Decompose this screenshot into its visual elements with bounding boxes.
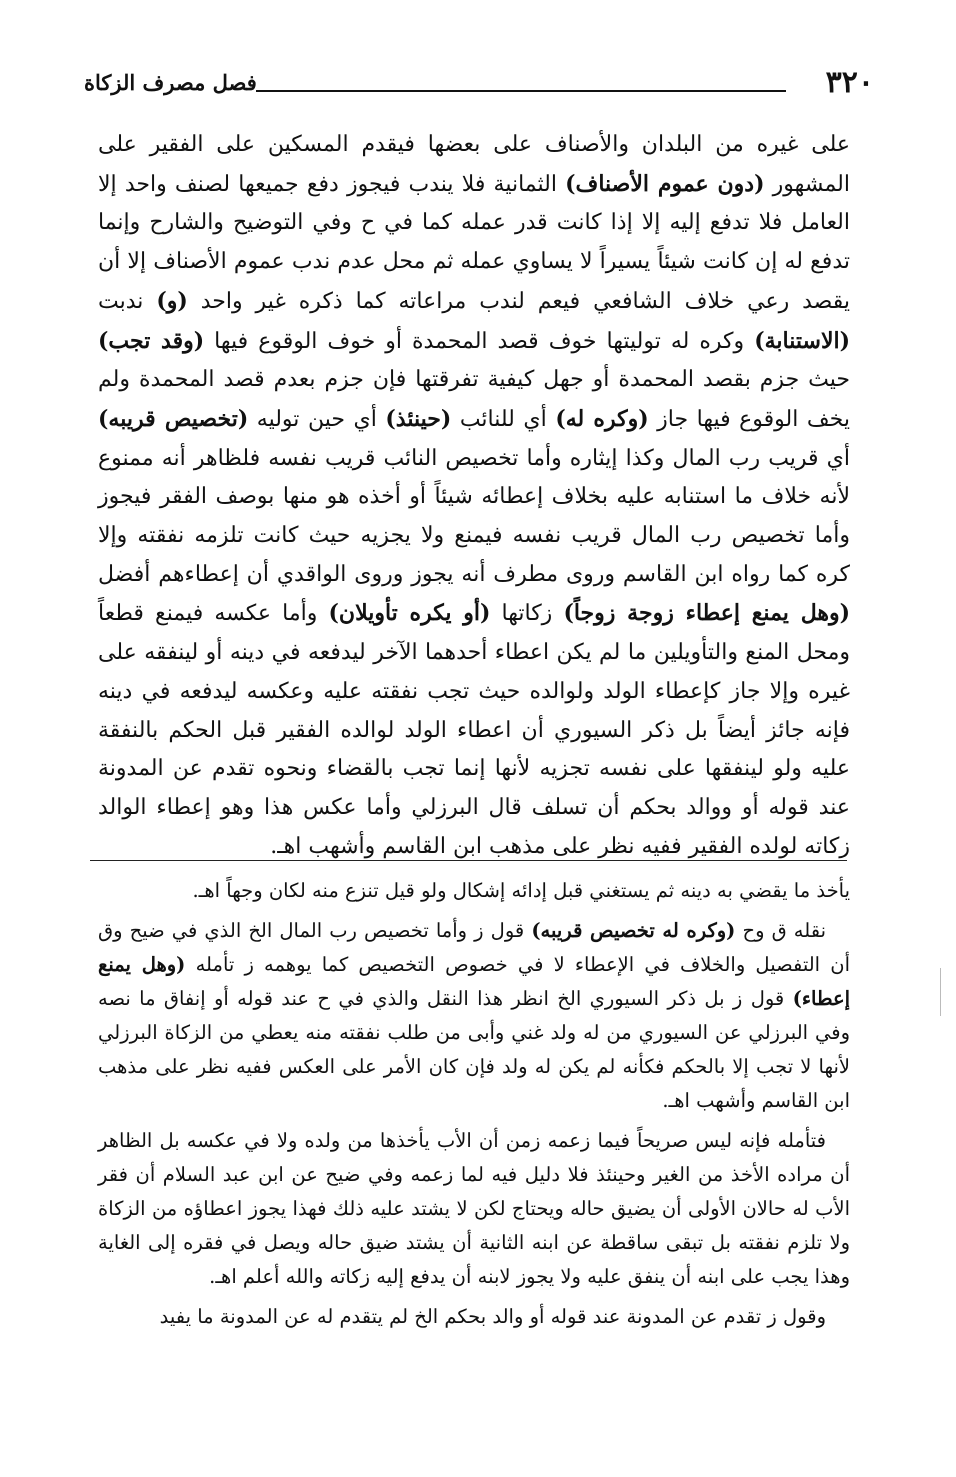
bold-term: (و)	[156, 287, 188, 314]
main-text-span: على غيره من البلدان والأصناف على بعضها فيقدم المسكين على الفقير على المشهور	[98, 132, 850, 197]
main-text-span: حيث جزم بقصد المحمدة أو جهل كيفية تفرقتها فإن جزم بعدم قصد المحمدة ولم يخف الوقوع فيها جاز	[98, 367, 851, 432]
main-text-span: أي حين توليه	[248, 406, 386, 432]
footnote-paragraph: فتأمله فإنه ليس صريحاً فيما زعمه زمن أن الأب يأخذها من ولده ولا في عكسه بل الظاهر أن مراده الأخذ من الغير وحينئذ فلا دليل فيه لما زعمه وفي ضيح عن ابن عبد السلام أن فقر الأب له حالان الأولى أن يضيق حاله ويحتاج لكن لا يشتد عليه ذلك فهذا يجوز اعطاؤه من الزكاة ولا تلزم نفقته بل تبقى ساقطة عن ابنه الثانية أن يشتد ضيق حاله ويصل في فقره إلى الغاية وهذا يجب على ابنه أن ينفق عليه ولا يجوز لابنه أن يدفع إليه زكاته والله أعلم اهـ.	[98, 1129, 850, 1288]
footnote-paragraph: وقول ز تقدم عن المدونة عند قوله أو والد بحكم الخ لم يتقدم له عن المدونة ما يفيد	[159, 1305, 826, 1328]
footnote-paragraph	[98, 914, 850, 1118]
main-text-span: أي للنائب	[451, 406, 556, 432]
main-text	[98, 126, 850, 866]
bold-term: (حينئذ)	[385, 405, 452, 432]
bold-term: (وكره له)	[555, 405, 649, 432]
main-text-span: الثمانية فلا يندب فيجوز دفع جميعها لصنف واحد إلا العامل فلا تدفع إليه إلا إذا كانت قدر عمله كما في ح وفي التوضيح والشارح وإنما تدفع له إن كانت شيئاً يسيراً لا يساوي عمله ثم محل عدم ندب عموم الأصناف إلا أن يقصد رعي خلاف الشافعي فيعم لندب مراعاته كما ذكره غير واحد	[98, 171, 851, 314]
bold-term: (أو يكره تأويلان)	[328, 600, 491, 627]
footnote-text-span: نقله ق وح	[735, 919, 827, 942]
footnote-text-span: قول ز وأما تخصيص رب المال الخ الذي في ضيح وق أن التفصيل والخلاف في الإعطاء لا في خصوص التخصيص كما يوهمه ز تأمله	[98, 919, 851, 976]
main-text-span: وكره له توليتها خوف قصد المحمدة أو خوف الوقوع فيها	[204, 328, 755, 354]
footnote-bold-term: (وهل يمنع إعطاء)	[98, 953, 850, 1010]
chapter-title: فصل مصرف الزكاة	[84, 70, 257, 95]
bold-term: (الاستنابة)	[754, 327, 851, 354]
bold-term: (دون عموم الأصناف)	[565, 170, 765, 197]
running-header	[84, 66, 874, 100]
main-text-span: وأما عكسه فيمنع قطعاً ومحل المنع والتأويلين ما لم يكن اعطاء أحدهما الآخر ليدفعه في دينه أو لينفقه على غيره وإلا جاز كإعطاء الولد ولوالده حيث تجب نفقته عليه وعكسه ليدفعه في دينه فإنه جائز أيضاً بل ذكر السيوري أن اعطاء الولد لوالده الفقير قبل الحكم بالنفقة عليه ولو لينفقها على نفسه تجزيه لأنها إنما تجب بالقضاء ونحوه تقدم عن المدونة عند قوله أو ووالد بحكم أن تسلف قال البرزلي وأما عكس هذا وهو إعطاء الوالد زكاته لولده الفقير ففيه نظر على مذهب ابن القاسم وأشهب اهـ.	[98, 601, 850, 859]
footnote-paragraph: يأخذ ما يقضي به دينه ثم يستغني قبل إدائه إشكال ولو قيل تنزع منه لكان وجهاً اهـ.	[192, 879, 850, 902]
header-rule	[256, 90, 786, 92]
main-text-span: ندبت	[98, 288, 157, 314]
main-paragraph	[98, 126, 850, 866]
main-text-span: أي قريب رب المال وكذا إيثاره وأما تخصيص النائب قريب نفسه فلظاهر أنه ممنوع لأنه خلاف ما استنابه عليه بخلاف إعطائه شيئاً أو أخذه هو منها بوصف الفقر فيجوز وأما تخصيص رب المال قريب نفسه فيمنع ولا يجزيه حيث كانت تلزمه نفقته وإلا كره كما رواه ابن القاسم وروى مطرف أنه يجوز وروى الواقدي أن إعطاءهم أفضل	[98, 445, 850, 587]
bold-term: (وقد تجب)	[98, 327, 205, 354]
main-text-span: زكاتها	[490, 601, 564, 627]
footnote-bold-term: (وكره له تخصيص قريبه)	[531, 919, 736, 942]
page-number: ٣٢٠	[825, 65, 874, 100]
footnote-divider	[90, 860, 847, 861]
footnote-text-span: قول ز بل ذكر السيوري الخ انظر هذا النقل والذي في ح عند قوله أو إنفاق ما نصه وفي البرزلي عن السيوري من له ولد غني وأبى من طلب نفقته منه يعطي من الزكاة البرزلي لأنها لا تجب إلا بالحكم فكأنه لم يكن له ولد فإن كان الأمر على العكس ففيه نظر على مذهب ابن القاسم وأشهب اهـ.	[98, 987, 850, 1112]
scan-edge-mark	[940, 968, 941, 1016]
bold-term: (تخصيص قريبه)	[98, 405, 249, 432]
footnotes	[98, 874, 850, 1340]
bold-term: (وهل يمنع إعطاء زوجة زوجاً)	[563, 600, 850, 627]
